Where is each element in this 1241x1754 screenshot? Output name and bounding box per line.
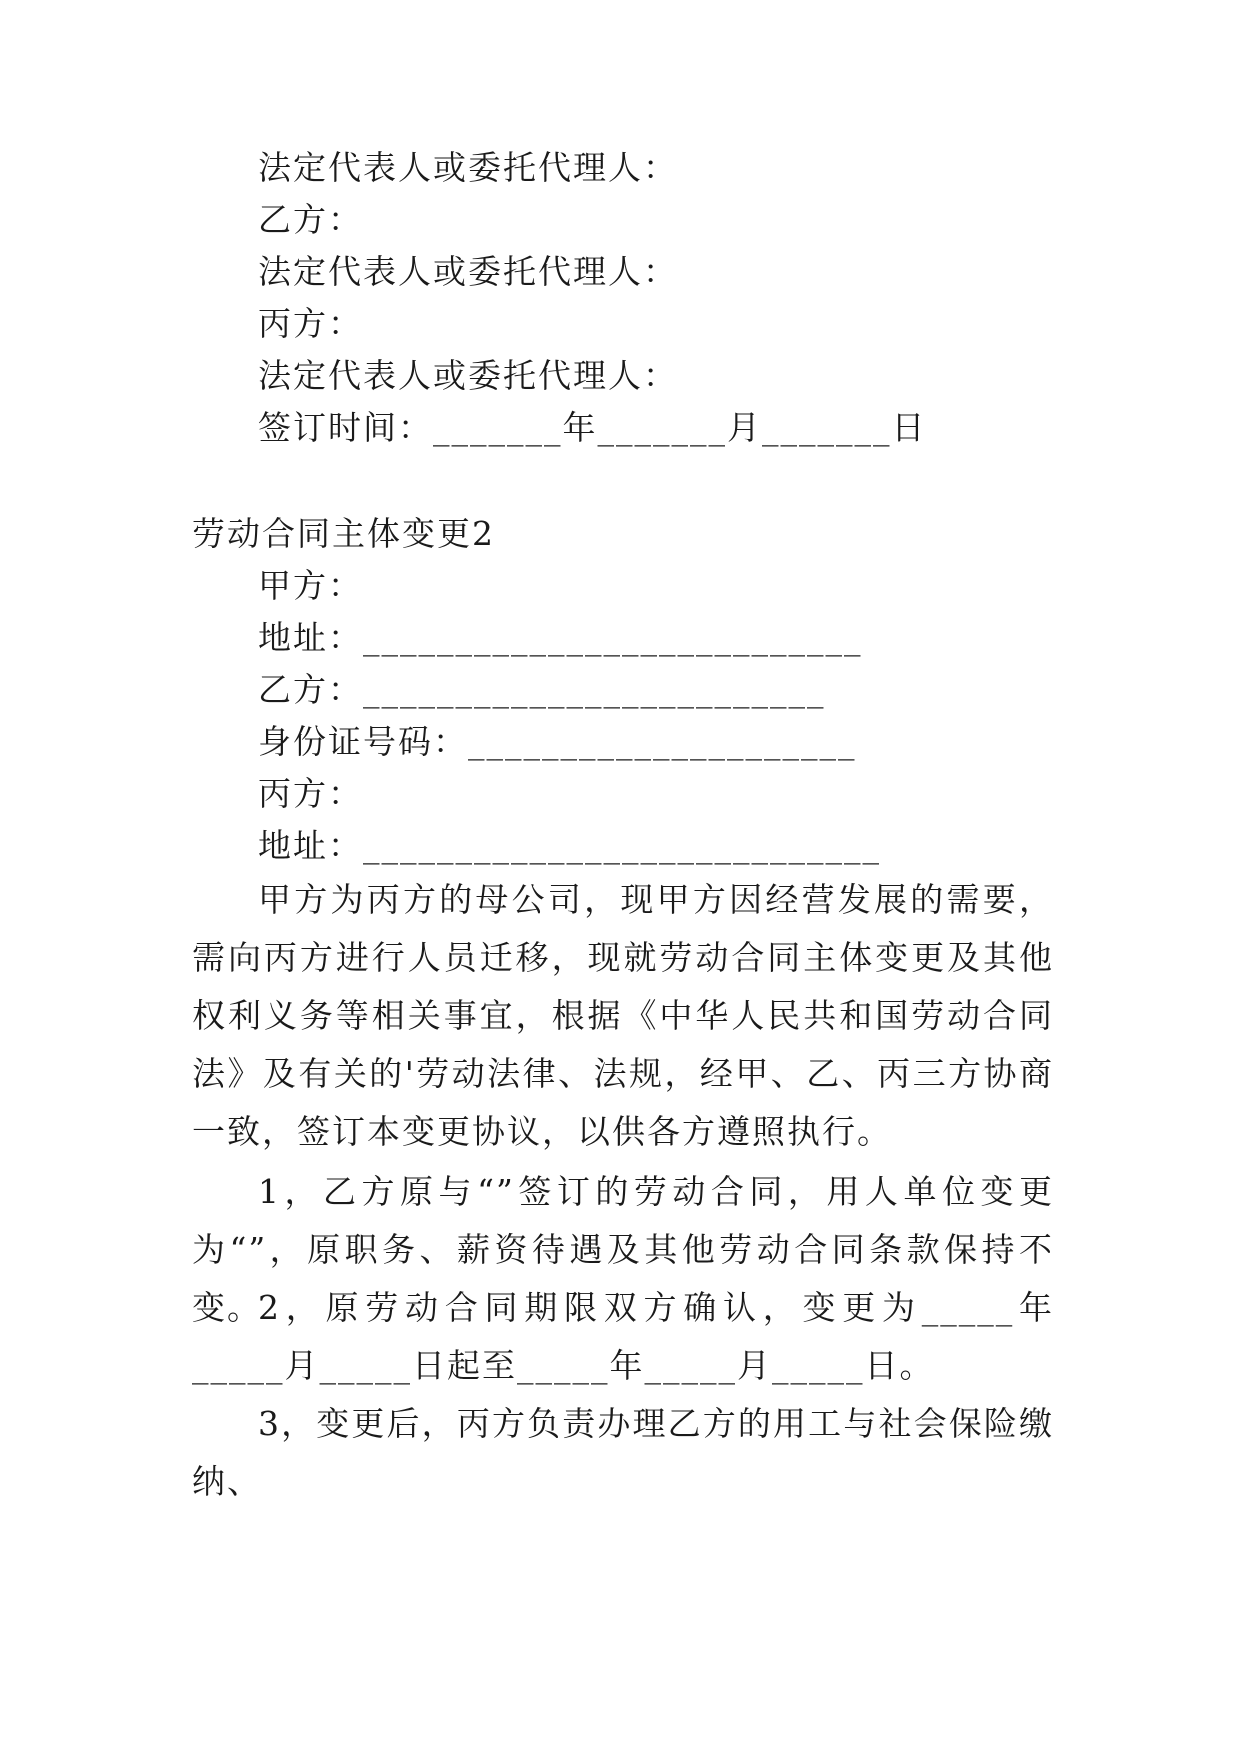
- address-a-line: 地址：___________________________: [258, 618, 863, 657]
- sign-date-line: 签订时间：_______年_______月_______日: [258, 408, 927, 447]
- preamble-paragraph: 甲方为丙方的母公司，现甲方因经营发展的需要，需向丙方进行人员迁移，现就劳动合同主体变更及其他权利义务等相关事宜，根据《中华人民共和国劳动合同法》及有关的'劳动法律、法规，经甲、乙、丙三方协商一致，签订本变更协议，以供各方遵照执行。: [192, 880, 1054, 1151]
- address-c-line: 地址：____________________________: [258, 826, 881, 865]
- clause-1-paragraph: 1，乙方原与“”签订的劳动合同，用人单位变更为“”，原职务、薪资待遇及其他劳动合同条款保持不变。: [192, 1172, 1054, 1327]
- party-c-field-line: 丙方：: [258, 774, 363, 813]
- party-b-field-line: 乙方：_________________________: [258, 670, 826, 709]
- rep-a-line: 法定代表人或委托代理人：: [258, 148, 678, 187]
- id-number-line: 身份证号码：_____________________: [258, 722, 857, 761]
- clause-2-paragraph: 2，原劳动合同期限双方确认，变更为_____年_____月_____日起至_____年_____月_____日。: [192, 1288, 1054, 1385]
- rep-c-line: 法定代表人或委托代理人：: [258, 356, 678, 395]
- rep-b-line: 法定代表人或委托代理人：: [258, 252, 678, 291]
- party-b-line: 乙方：: [258, 200, 363, 239]
- clause-3-paragraph: 3，变更后，丙方负责办理乙方的用工与社会保险缴纳、: [192, 1404, 1054, 1501]
- party-c-line: 丙方：: [258, 304, 363, 343]
- section-title: 劳动合同主体变更2: [192, 514, 495, 553]
- party-a-line: 甲方：: [258, 566, 363, 605]
